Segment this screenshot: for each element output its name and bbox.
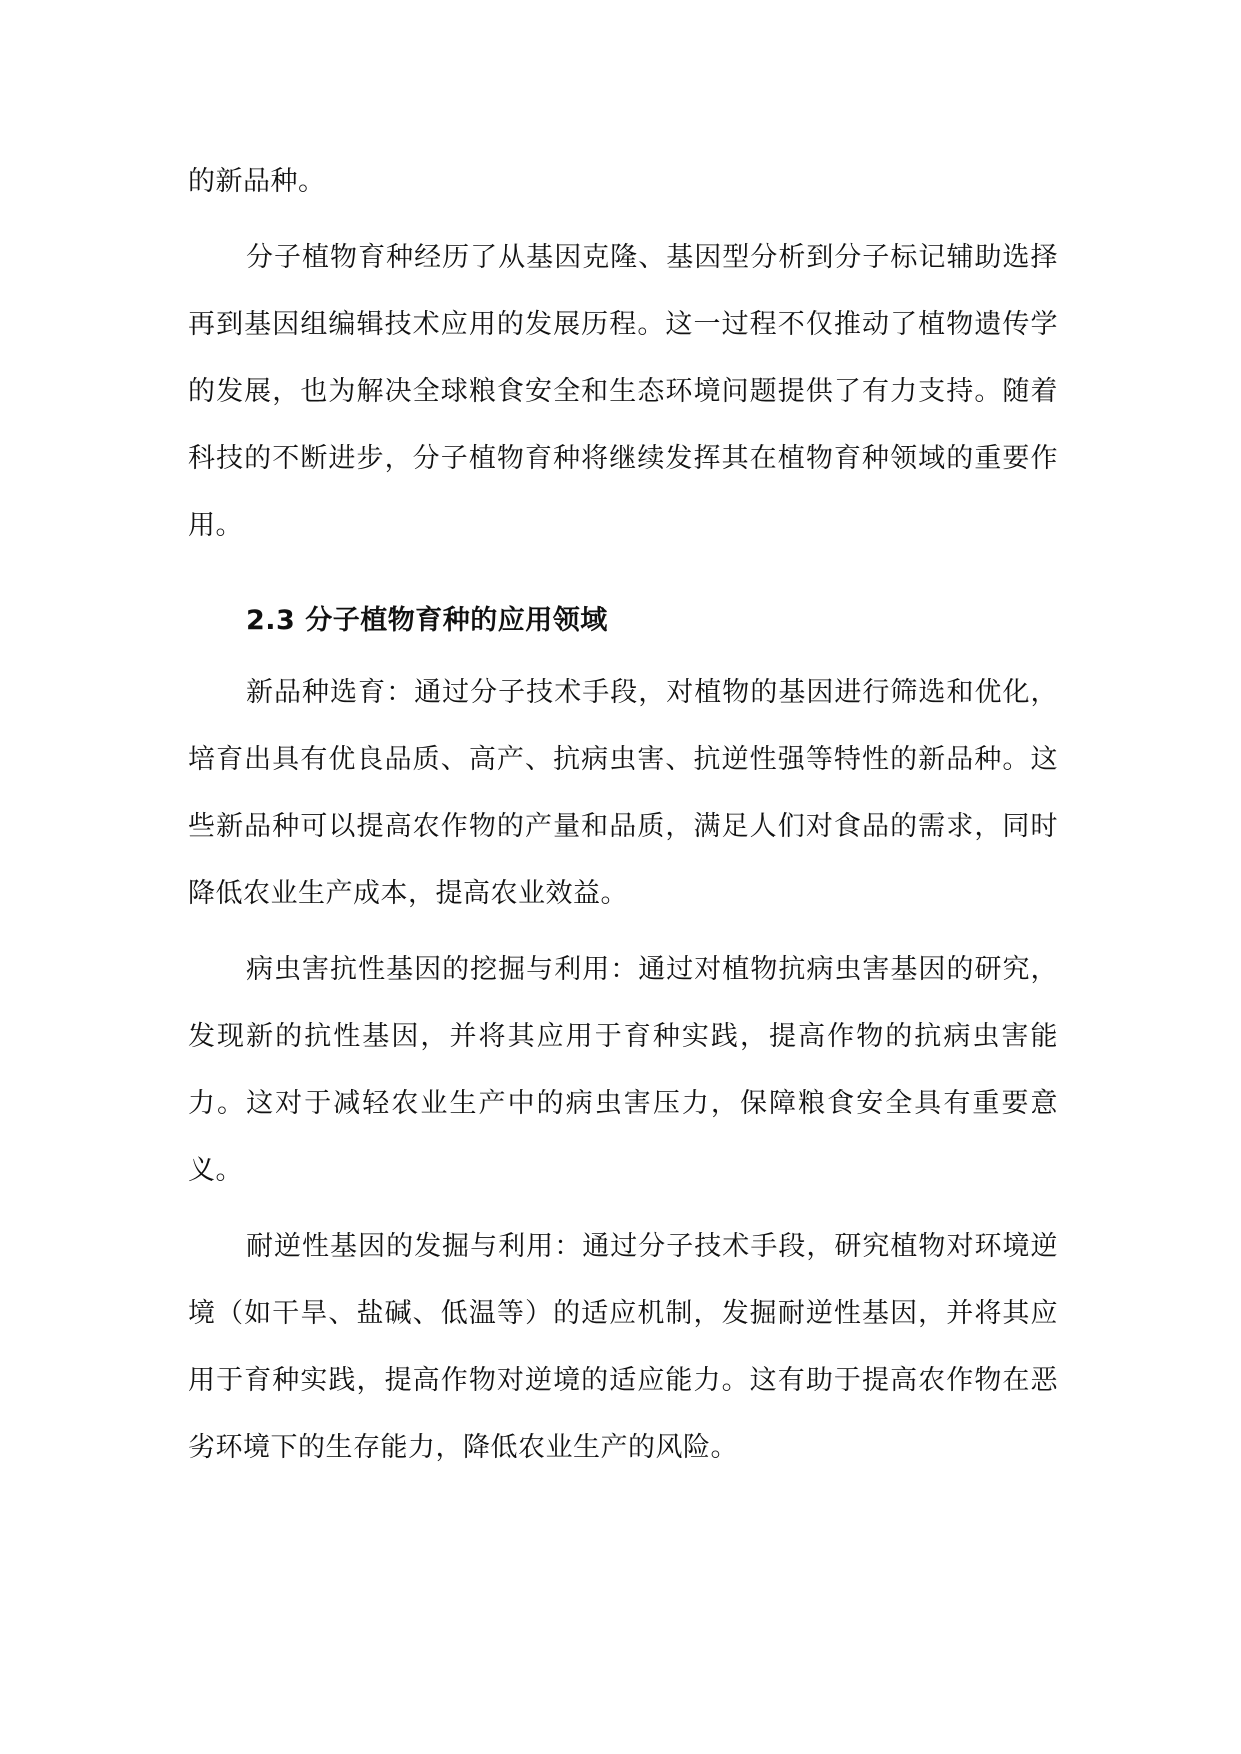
paragraph-development-history: 分子植物育种经历了从基因克隆、基因型分析到分子标记辅助选择再到基因组编辑技术应用的发展历程。这一过程不仅推动了植物遗传学的发展，也为解决全球粮食安全和生态环境问题提供了有力支持。随着科技的不断进步，分子植物育种将继续发挥其在植物育种领域的重要作用。 <box>188 242 1058 541</box>
section-heading: 2.3 分子植物育种的应用领域 <box>246 605 608 636</box>
paragraph-stress-tolerance-genes: 耐逆性基因的发掘与利用：通过分子技术手段，研究植物对环境逆境（如干旱、盐碱、低温等）的适应机制，发掘耐逆性基因，并将其应用于育种实践，提高作物对逆境的适应能力。这有助于提高农作物在恶劣环境下的生存能力，降低农业生产的风险。 <box>188 1231 1058 1463</box>
document-body <box>188 148 1058 1490</box>
paragraph-new-variety-breeding: 新品种选育：通过分子技术手段，对植物的基因进行筛选和优化，培育出具有优良品质、高产、抗病虫害、抗逆性强等特性的新品种。这些新品种可以提高农作物的产量和品质，满足人们对食品的需求，同时降低农业生产成本，提高农业效益。 <box>188 677 1058 909</box>
paragraph-continuation: 的新品种。 <box>188 166 326 197</box>
paragraph-pest-resistance-genes: 病虫害抗性基因的挖掘与利用：通过对植物抗病虫害基因的研究，发现新的抗性基因，并将其应用于育种实践，提高作物的抗病虫害能力。这对于减轻农业生产中的病虫害压力，保障粮食安全具有重要意义。 <box>188 954 1058 1186</box>
